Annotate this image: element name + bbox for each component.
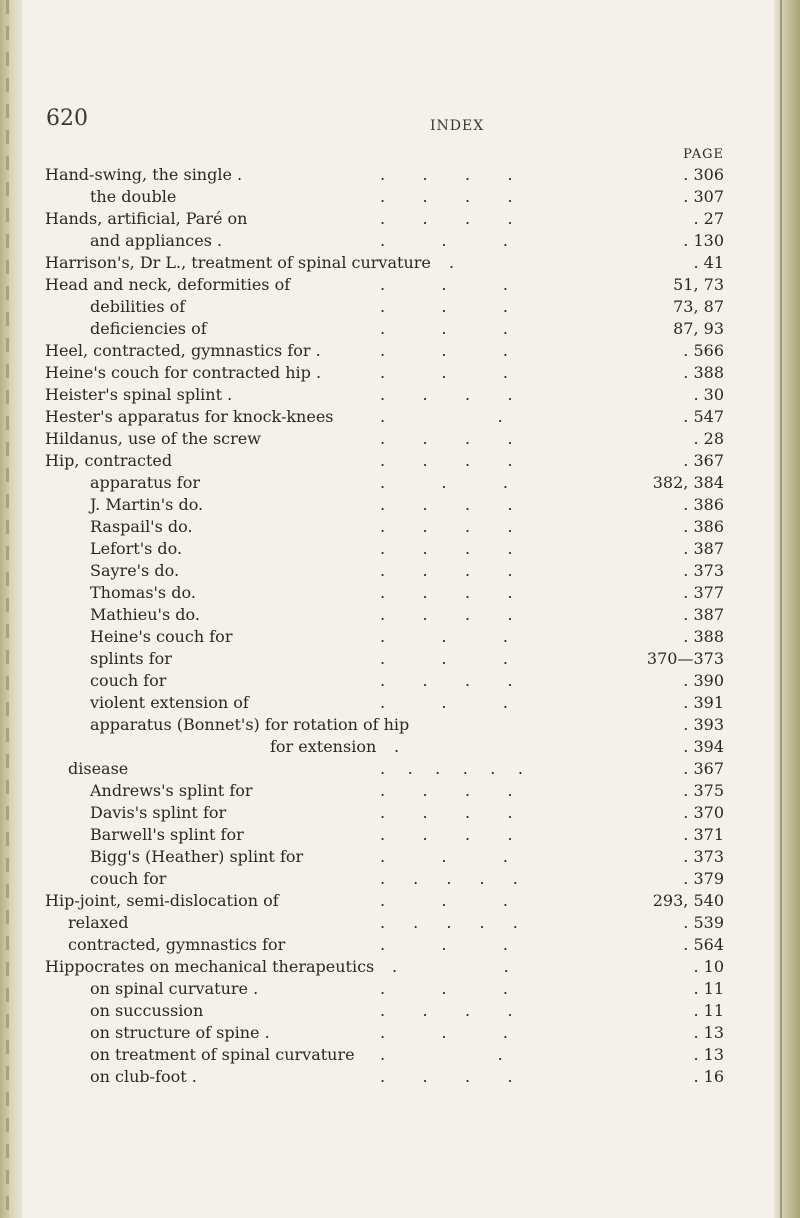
index-entry bbox=[0, 626, 800, 648]
index-entry bbox=[0, 186, 800, 208]
entry-leader-dots: . . . bbox=[380, 979, 508, 998]
entry-page-ref: . 387 bbox=[683, 539, 724, 558]
entry-leader-dots: . . . . bbox=[380, 1067, 513, 1086]
entry-text: on club-foot . bbox=[90, 1067, 197, 1086]
entry-page-ref: . 377 bbox=[683, 583, 724, 602]
entry-page-ref: . 387 bbox=[683, 605, 724, 624]
entry-leader-dots: . . . . bbox=[380, 187, 513, 206]
entry-text: splints for bbox=[90, 649, 172, 668]
index-entry bbox=[0, 780, 800, 802]
index-entry bbox=[0, 978, 800, 1000]
entry-page-ref: . 11 bbox=[693, 979, 724, 998]
index-entry bbox=[0, 384, 800, 406]
entry-leader-dots: . . . . bbox=[380, 781, 513, 800]
entry-leader-dots: . . . bbox=[380, 275, 508, 294]
entry-leader-dots: . . . . bbox=[380, 429, 513, 448]
entry-page-ref: 87, 93 bbox=[673, 319, 724, 338]
index-entry bbox=[0, 714, 800, 736]
index-entry bbox=[0, 560, 800, 582]
entry-page-ref: . 547 bbox=[683, 407, 724, 426]
entry-text: Thomas's do. bbox=[90, 583, 196, 602]
index-entry bbox=[0, 1066, 800, 1088]
index-entry bbox=[0, 846, 800, 868]
entry-page-ref: . 16 bbox=[693, 1067, 724, 1086]
entry-page-ref: . 28 bbox=[693, 429, 724, 448]
index-entry bbox=[0, 406, 800, 428]
page-column-heading: PAGE bbox=[683, 147, 724, 162]
index-entry bbox=[0, 1044, 800, 1066]
index-entry bbox=[0, 934, 800, 956]
index-entry bbox=[0, 890, 800, 912]
entry-text: Heel, contracted, gymnastics for . bbox=[45, 341, 321, 360]
entry-text: Heine's couch for bbox=[90, 627, 233, 646]
entry-text: the double bbox=[90, 187, 177, 206]
entry-leader-dots: . . . . bbox=[380, 1001, 513, 1020]
entry-text: Hippocrates on mechanical therapeutics bbox=[45, 957, 375, 976]
entry-leader-dots: . . . bbox=[380, 891, 508, 910]
index-entry bbox=[0, 648, 800, 670]
entry-text: Davis's splint for bbox=[90, 803, 227, 822]
index-entry bbox=[0, 604, 800, 626]
entry-text: Hands, artificial, Paré on bbox=[45, 209, 248, 228]
index-entry bbox=[0, 736, 800, 758]
entry-page-ref: . 539 bbox=[683, 913, 724, 932]
entry-page-ref: . 367 bbox=[683, 451, 724, 470]
entry-text: relaxed bbox=[68, 913, 129, 932]
index-entry bbox=[0, 494, 800, 516]
entry-text: Sayre's do. bbox=[90, 561, 180, 580]
entry-page-ref: . 371 bbox=[683, 825, 724, 844]
entry-text: Hip, contracted bbox=[45, 451, 173, 470]
entry-leader-dots: . . . . bbox=[380, 583, 513, 602]
entry-leader-dots: . . . . . . bbox=[380, 759, 523, 778]
entry-leader-dots: . . . . bbox=[380, 209, 513, 228]
index-entry bbox=[0, 824, 800, 846]
entry-text: for extension bbox=[270, 737, 377, 756]
entry-leader-dots: . bbox=[394, 737, 400, 756]
entry-page-ref: . 393 bbox=[683, 715, 724, 734]
entry-leader-dots: . . . bbox=[380, 231, 508, 250]
entry-leader-dots: . . . . bbox=[380, 671, 513, 690]
entry-leader-dots: . . . bbox=[380, 297, 508, 316]
entry-page-ref: 370—373 bbox=[646, 649, 724, 668]
running-head: INDEX bbox=[430, 118, 485, 134]
index-entry bbox=[0, 1000, 800, 1022]
entry-text: contracted, gymnastics for bbox=[68, 935, 286, 954]
index-entry bbox=[0, 164, 800, 186]
entry-page-ref: . 388 bbox=[683, 627, 724, 646]
entry-text: Harrison's, Dr L., treatment of spinal curvature bbox=[45, 253, 431, 272]
entry-page-ref: . 391 bbox=[683, 693, 724, 712]
index-entry bbox=[0, 230, 800, 252]
index-entry bbox=[0, 318, 800, 340]
index-entry bbox=[0, 670, 800, 692]
entry-leader-dots: . . . . . bbox=[380, 869, 518, 888]
entry-leader-dots: . . . bbox=[380, 319, 508, 338]
entry-leader-dots: . . . bbox=[380, 935, 508, 954]
entry-page-ref: . 379 bbox=[683, 869, 724, 888]
entry-text: and appliances . bbox=[90, 231, 223, 250]
entry-text: debilities of bbox=[90, 297, 186, 316]
index-entry bbox=[0, 450, 800, 472]
entry-page-ref: . 41 bbox=[693, 253, 724, 272]
entry-text: Hildanus, use of the screw bbox=[45, 429, 261, 448]
index-entry bbox=[0, 538, 800, 560]
index-entry bbox=[0, 362, 800, 384]
index-entry bbox=[0, 868, 800, 890]
entry-page-ref: . 566 bbox=[683, 341, 724, 360]
entry-leader-dots: . . . . bbox=[380, 605, 513, 624]
entry-text: Raspail's do. bbox=[90, 517, 193, 536]
entry-page-ref: . 373 bbox=[683, 561, 724, 580]
entry-page-ref: . 11 bbox=[693, 1001, 724, 1020]
entry-page-ref: 51, 73 bbox=[673, 275, 724, 294]
entry-text: apparatus (Bonnet's) for rotation of hip bbox=[90, 715, 410, 734]
entry-page-ref: . 27 bbox=[693, 209, 724, 228]
index-entry bbox=[0, 252, 800, 274]
entry-text: Hester's apparatus for knock-knees bbox=[45, 407, 334, 426]
entry-text: on structure of spine . bbox=[90, 1023, 270, 1042]
entry-page-ref: . 13 bbox=[693, 1045, 724, 1064]
index-entry bbox=[0, 472, 800, 494]
entry-page-ref: . 307 bbox=[683, 187, 724, 206]
entry-page-ref: . 30 bbox=[693, 385, 724, 404]
entry-page-ref: . 373 bbox=[683, 847, 724, 866]
entry-text: J. Martin's do. bbox=[90, 495, 204, 514]
entry-page-ref: . 564 bbox=[683, 935, 724, 954]
entry-leader-dots: . . . . bbox=[380, 803, 513, 822]
entry-text: Andrews's splint for bbox=[90, 781, 253, 800]
entry-leader-dots: . . . bbox=[380, 693, 508, 712]
page-number: 620 bbox=[46, 106, 88, 131]
entry-leader-dots: . . . . bbox=[380, 517, 513, 536]
entry-page-ref: . 390 bbox=[683, 671, 724, 690]
entry-page-ref: . 375 bbox=[683, 781, 724, 800]
entry-leader-dots: . . bbox=[380, 407, 503, 426]
entry-leader-dots: . bbox=[449, 253, 455, 272]
index-entry bbox=[0, 428, 800, 450]
entry-page-ref: 293, 540 bbox=[652, 891, 724, 910]
entry-page-ref: . 130 bbox=[683, 231, 724, 250]
entry-leader-dots: . . . . bbox=[380, 385, 513, 404]
index-entry bbox=[0, 912, 800, 934]
entry-leader-dots: . . . . bbox=[380, 561, 513, 580]
entry-text: violent extension of bbox=[90, 693, 249, 712]
entry-page-ref: . 13 bbox=[693, 1023, 724, 1042]
entry-leader-dots: . . . . bbox=[380, 165, 513, 184]
entry-text: Lefort's do. bbox=[90, 539, 183, 558]
index-entry bbox=[0, 208, 800, 230]
entry-page-ref: . 306 bbox=[683, 165, 724, 184]
entry-text: apparatus for bbox=[90, 473, 200, 492]
entry-leader-dots: . . . bbox=[380, 649, 508, 668]
index-entry bbox=[0, 1022, 800, 1044]
entry-leader-dots: . . . . . bbox=[380, 913, 518, 932]
entry-leader-dots: . . . . bbox=[380, 451, 513, 470]
entry-page-ref: . 394 bbox=[683, 737, 724, 756]
index-entry bbox=[0, 582, 800, 604]
entry-text: couch for bbox=[90, 671, 167, 690]
entry-text: Mathieu's do. bbox=[90, 605, 200, 624]
index-entry bbox=[0, 692, 800, 714]
index-entry bbox=[0, 956, 800, 978]
entry-page-ref: . 10 bbox=[693, 957, 724, 976]
entry-leader-dots: . . . . bbox=[380, 495, 513, 514]
entry-leader-dots: . . . bbox=[380, 627, 508, 646]
entry-text: on treatment of spinal curvature bbox=[90, 1045, 355, 1064]
entry-text: Hand-swing, the single . bbox=[45, 165, 243, 184]
entry-page-ref: . 367 bbox=[683, 759, 724, 778]
entry-text: deficiencies of bbox=[90, 319, 207, 338]
entry-page-ref: 382, 384 bbox=[652, 473, 724, 492]
entry-text: Head and neck, deformities of bbox=[45, 275, 291, 294]
entry-leader-dots: . . . . bbox=[380, 539, 513, 558]
entry-text: couch for bbox=[90, 869, 167, 888]
index-entry bbox=[0, 802, 800, 824]
entry-page-ref: . 386 bbox=[683, 517, 724, 536]
entry-leader-dots: . . . bbox=[380, 341, 508, 360]
entry-text: Heine's couch for contracted hip . bbox=[45, 363, 322, 382]
index-entry bbox=[0, 516, 800, 538]
entry-page-ref: . 370 bbox=[683, 803, 724, 822]
entry-leader-dots: . . . bbox=[380, 1023, 508, 1042]
entry-text: Hip-joint, semi-dislocation of bbox=[45, 891, 279, 910]
entry-page-ref: . 386 bbox=[683, 495, 724, 514]
entry-leader-dots: . . . bbox=[380, 473, 508, 492]
entry-text: on succussion bbox=[90, 1001, 204, 1020]
index-entry bbox=[0, 340, 800, 362]
index-entry bbox=[0, 758, 800, 780]
entry-page-ref: . 388 bbox=[683, 363, 724, 382]
index-entry bbox=[0, 274, 800, 296]
index-entry bbox=[0, 296, 800, 318]
entry-leader-dots: . . bbox=[392, 957, 509, 976]
entry-text: disease bbox=[68, 759, 129, 778]
entry-text: Heister's spinal splint . bbox=[45, 385, 233, 404]
entry-text: on spinal curvature . bbox=[90, 979, 259, 998]
entry-leader-dots: . . bbox=[380, 1045, 503, 1064]
entry-leader-dots: . . . bbox=[380, 847, 508, 866]
entry-page-ref: 73, 87 bbox=[673, 297, 724, 316]
entry-text: Barwell's splint for bbox=[90, 825, 244, 844]
entry-leader-dots: . . . bbox=[380, 363, 508, 382]
entry-leader-dots: . . . . bbox=[380, 825, 513, 844]
entry-text: Bigg's (Heather) splint for bbox=[90, 847, 304, 866]
